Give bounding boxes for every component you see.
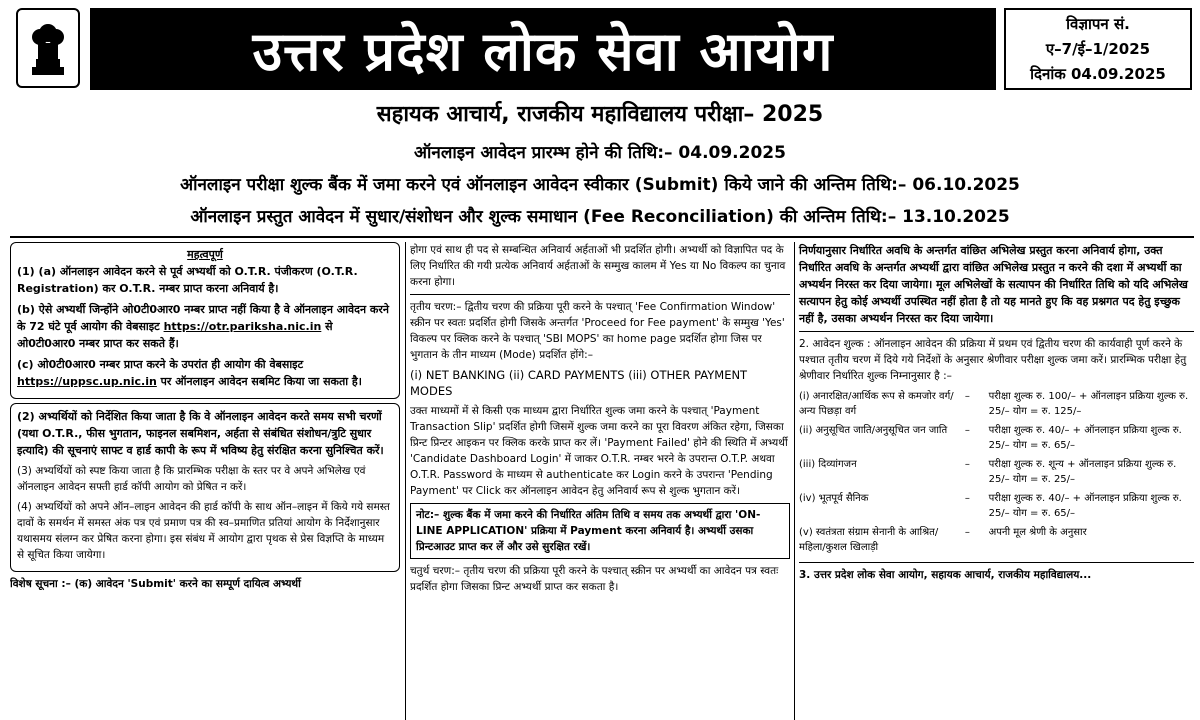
- fee-category: (i) अनारक्षित/आर्थिक रूप से कमजोर वर्ग/अन्य पिछड़ा वर्ग: [799, 391, 954, 417]
- website-text: (c) ओ0टी0आर0 नम्बर प्राप्त करने के उपरांत ही आयोग की वेबसाइट: [17, 358, 304, 371]
- otr-registration-note: [17, 301, 393, 352]
- last-submit-date-line: ऑनलाइन परीक्षा शुल्क बैंक में जमा करने एवं ऑनलाइन आवेदन स्वीकार (Submit) किये जाने की अन्तिम तिथि:– 06.10.2025: [180, 175, 1020, 195]
- fee-category: (ii) अनुसूचित जाति/अनुसूचित जन जाति: [799, 425, 948, 436]
- otr-text: (b) ऐसे अभ्यर्थी जिन्होंने ओ0टी0आर0 नम्बर प्राप्त नहीं किया है वे ऑनलाइन आवेदन करने के 72 घंटे पूर्व आयोग की वेबसाइट: [17, 303, 389, 333]
- uppsc-link[interactable]: https://uppsc.up.nic.in: [17, 375, 157, 388]
- fee-dash: –: [964, 425, 970, 436]
- special-notice: विशेष सूचना :– (क) आवेदन 'Submit' करने का सम्पूर्ण दायित्व अभ्यर्थी: [10, 578, 301, 590]
- advertisement-box: [1004, 8, 1192, 90]
- fee-amount: परीक्षा शुल्क रु. 40/– + ऑनलाइन प्रक्रिया शुल्क रु. 25/– योग = रु. 65/–: [988, 425, 1182, 451]
- fee-amount: परीक्षा शुल्क रु. शून्य + ऑनलाइन प्रक्रिया शुल्क रु. 25/– योग = रु. 25/–: [988, 459, 1177, 485]
- fee-row: [799, 388, 1194, 422]
- fee-row: [799, 422, 1194, 456]
- document-verification-note: निर्णयानुसार निर्धारित अवधि के अन्तर्गत वांछित अभिलेख प्रस्तुत करना अनिवार्य होगा, उक्त निर्धारित अवधि के अन्तर्गत अभ्यर्थी द्वारा वांछित अभिलेख प्रस्तुत न करने की दशा में अभ्यर्थी का अभ्यर्थन निरस्त कर दिया जायेगा। मूल अभिलेखों के सत्यापन की निर्धारित तिथि को यदि अभिलेख सत्यापन हेतु कोई अभ्यर्थी उपस्थित नहीं होता है तो यह मानते हुए कि वह प्रश्नगत पद हेतु इच्छुक नहीं है, उसका अभ्यर्थन निरस्त कर दिया जायेगा।: [799, 244, 1188, 325]
- fee-amount: परीक्षा शुल्क रु. 40/– + ऑनलाइन प्रक्रिया शुल्क रु. 25/– योग = रु. 65/–: [988, 493, 1182, 519]
- stage-2-tail: होगा एवं साथ ही पद से सम्बन्धित अनिवार्य अर्हताओं भी प्रदर्शित होगी। अभ्यर्थी को विज्ञापित पद के लिए निर्धारित की गयी प्रत्येक अनिवार्य अर्हताओं के सम्मुख कालम में Yes या No विकल्प का चुनाव करना होगा।: [410, 244, 786, 288]
- fee-category: (v) स्वतंत्रता संग्राम सेनानी के आश्रित/महिला/कुशल खिलाड़ी: [799, 527, 939, 553]
- exam-title: सहायक आचार्य, राजकीय महाविद्यालय परीक्षा– 2025: [376, 102, 824, 127]
- otr-text-tail: से ओ0टी0आर0 नम्बर प्राप्त कर सकते हैं।: [17, 320, 333, 350]
- fee-row: [799, 490, 1194, 524]
- otr-requirement: (1) (a) ऑनलाइन आवेदन करने से पूर्व अभ्यर्थी को O.T.R. पंजीकरण (O.T.R. Registration) कर O.T.R. नम्बर प्राप्त करना अनिवार्य है।: [17, 265, 358, 295]
- instruction-2: (2) अभ्यर्थियों को निर्देशित किया जाता है कि वे ऑनलाइन आवेदन करते समय सभी चरणों (यथा O.T.R., फीस भुगतान, फाइनल सबमिशन, अर्हता से संबंधित संशोधन/त्रुटि सुधार इत्यादि) की सूचनाएं साफ्ट व हार्ड कापी के रूप में भविष्य हेतु संरक्षित करना सुनिश्चित करें।: [17, 410, 384, 457]
- advertisement-number: ए–7/ई–1/2025: [1045, 40, 1151, 58]
- fee-dash: –: [964, 493, 970, 504]
- commission-title: उत्तर प्रदेश लोक सेवा आयोग: [90, 8, 996, 90]
- last-correction-date-line: ऑनलाइन प्रस्तुत आवेदन में सुधार/संशोधन और शुल्क समाधान (Fee Reconciliation) की अन्तिम तिथि:– 13.10.2025: [190, 207, 1010, 227]
- important-box: [10, 242, 400, 399]
- important-title: महत्वपूर्ण: [187, 248, 223, 261]
- fee-intro: 2. आवेदन शुल्क : ऑनलाइन आवेदन की प्रक्रिया में प्रथम एवं द्वितीय चरण की कार्यवाही पूर्ण करने के पश्चात तृतीय चरण में दिये गये निर्देशों के अनुसार श्रेणीवार परीक्षा शुल्क जमा करें। प्रारम्भिक परीक्षा हेतु श्रेणीवार निर्धारित शुल्क निम्नानुसार है :–: [799, 338, 1187, 382]
- otr-link[interactable]: https://otr.pariksha.nic.in: [163, 320, 322, 333]
- fee-dash: –: [964, 459, 970, 470]
- fee-table: [799, 388, 1194, 558]
- fee-dash: –: [964, 527, 970, 538]
- instruction-4: (4) अभ्यर्थियों को अपने ऑन–लाइन आवेदन की हार्ड कॉपी के साथ ऑन–लाइन में किये गये समस्त दावों के समर्थन में समस्त अंक पत्र एवं प्रमाण पत्र की स्व–प्रमाणित प्रतियां आयोग के निर्देशानुसार यथासमय संलग्न कर प्रेषित करना होगा। इस संबंध में आयोग द्वारा पृथक से प्रेस विज्ञप्ति के माध्यम से सूचित किया जायेगा।: [17, 501, 390, 561]
- website-text-tail: पर ऑनलाइन आवेदन सबमिट किया जा सकता है।: [160, 375, 362, 388]
- advertisement-date: दिनांक 04.09.2025: [1030, 65, 1166, 83]
- fee-amount: परीक्षा शुल्क रु. 100/– + ऑनलाइन प्रक्रिया शुल्क रु. 25/– योग = रु. 125/–: [988, 391, 1189, 417]
- fee-category: (iv) भूतपूर्व सैनिक: [799, 493, 869, 504]
- section-3-start: 3. उत्तर प्रदेश लोक सेवा आयोग, सहायक आचार्य, राजकीय महाविद्यालय...: [799, 569, 1092, 581]
- header: [10, 6, 1194, 92]
- divider: [799, 562, 1194, 563]
- fee-row: [799, 524, 1194, 558]
- payment-note: नोट:– शुल्क बैंक में जमा करने की निर्धारित अंतिम तिथि व समय तक अभ्यर्थी द्वारा 'ON-LINE APPLICATION' प्रक्रिया में Payment करना अनिवार्य है। अभ्यर्थी उसका प्रिन्टआउट प्राप्त कर लें और उसे सुरक्षित रखें।: [410, 503, 790, 559]
- stage-3: तृतीय चरण:– द्वितीय चरण की प्रक्रिया पूरी करने के पश्चात् 'Fee Confirmation Window' स्क्रीन पर स्वतः प्रदर्शित होगी जिसके अन्तर्गत 'Proceed for Fee payment' के सम्मुख 'Yes' विकल्प पर क्लिक करने के पश्चात् 'SBI MOPS' का home page प्रदर्शित होगा जिस पर भुगतान के तीन माध्यम (Mode) प्रदर्शित होंगे:–: [410, 301, 785, 361]
- divider: [10, 236, 1194, 238]
- divider: [799, 331, 1194, 332]
- state-emblem-icon: [16, 8, 80, 88]
- start-date-line: ऑनलाइन आवेदन प्रारम्भ होने की तिथि:– 04.09.2025: [414, 143, 786, 163]
- column-right: [794, 242, 1194, 720]
- column-left: [10, 242, 400, 720]
- uppsc-website-note: [17, 356, 393, 390]
- divider: [410, 294, 790, 295]
- payment-instructions: उक्त माध्यमों में से किसी एक माध्यम द्वारा निर्धारित शुल्क जमा करने के पश्चात् 'Payment Transaction Slip' प्रदर्शित होगी जिसमें शुल्क जमा करने का पूरा विवरण अंकित रहेगा, जिसका प्रिन्ट प्रिन्टर आइकन पर क्लिक करके प्राप्त कर लें। 'Payment Failed' होने की स्थिति में अभ्यर्थी 'Candidate Dashboard Login' में जाकर O.T.R. नम्बर भरने के उपरान्त O.T.P. अथवा O.T.R. Password के माध्यम से authenticate कर Login करने के उपरान्त 'Pending Payment' पर Click कर ऑनलाइन आवेदन हेतु अनिवार्य रूप से शुल्क भुगतान करें।: [410, 405, 788, 497]
- instructions-box: [10, 403, 400, 572]
- fee-category: (iii) दिव्यांगजन: [799, 459, 857, 470]
- fee-row: [799, 456, 1194, 490]
- payment-modes: (i) NET BANKING (ii) CARD PAYMENTS (iii) OTHER PAYMENT MODES: [410, 368, 748, 398]
- column-middle: [405, 242, 790, 720]
- instruction-3: (3) अभ्यर्थियों को स्पष्ट किया जाता है कि प्रारम्भिक परीक्षा के स्तर पर वे अपने अभिलेख एवं ऑनलाइन आवेदन सफ्ती हार्ड कॉपी आयोग को प्रेषित न करें।: [17, 465, 366, 493]
- stage-4: चतुर्थ चरण:– तृतीय चरण की प्रक्रिया पूरी करने के पश्चात् स्क्रीन पर अभ्यर्थी का आवेदन पत्र स्वतः प्रदर्शित होगा जिसका प्रिन्ट अभ्यर्थी प्राप्त कर सकता है।: [410, 565, 779, 593]
- fee-dash: –: [964, 391, 970, 402]
- fee-amount: अपनी मूल श्रेणी के अनुसार: [988, 527, 1087, 538]
- advertisement-label: विज्ञापन सं.: [1066, 15, 1130, 33]
